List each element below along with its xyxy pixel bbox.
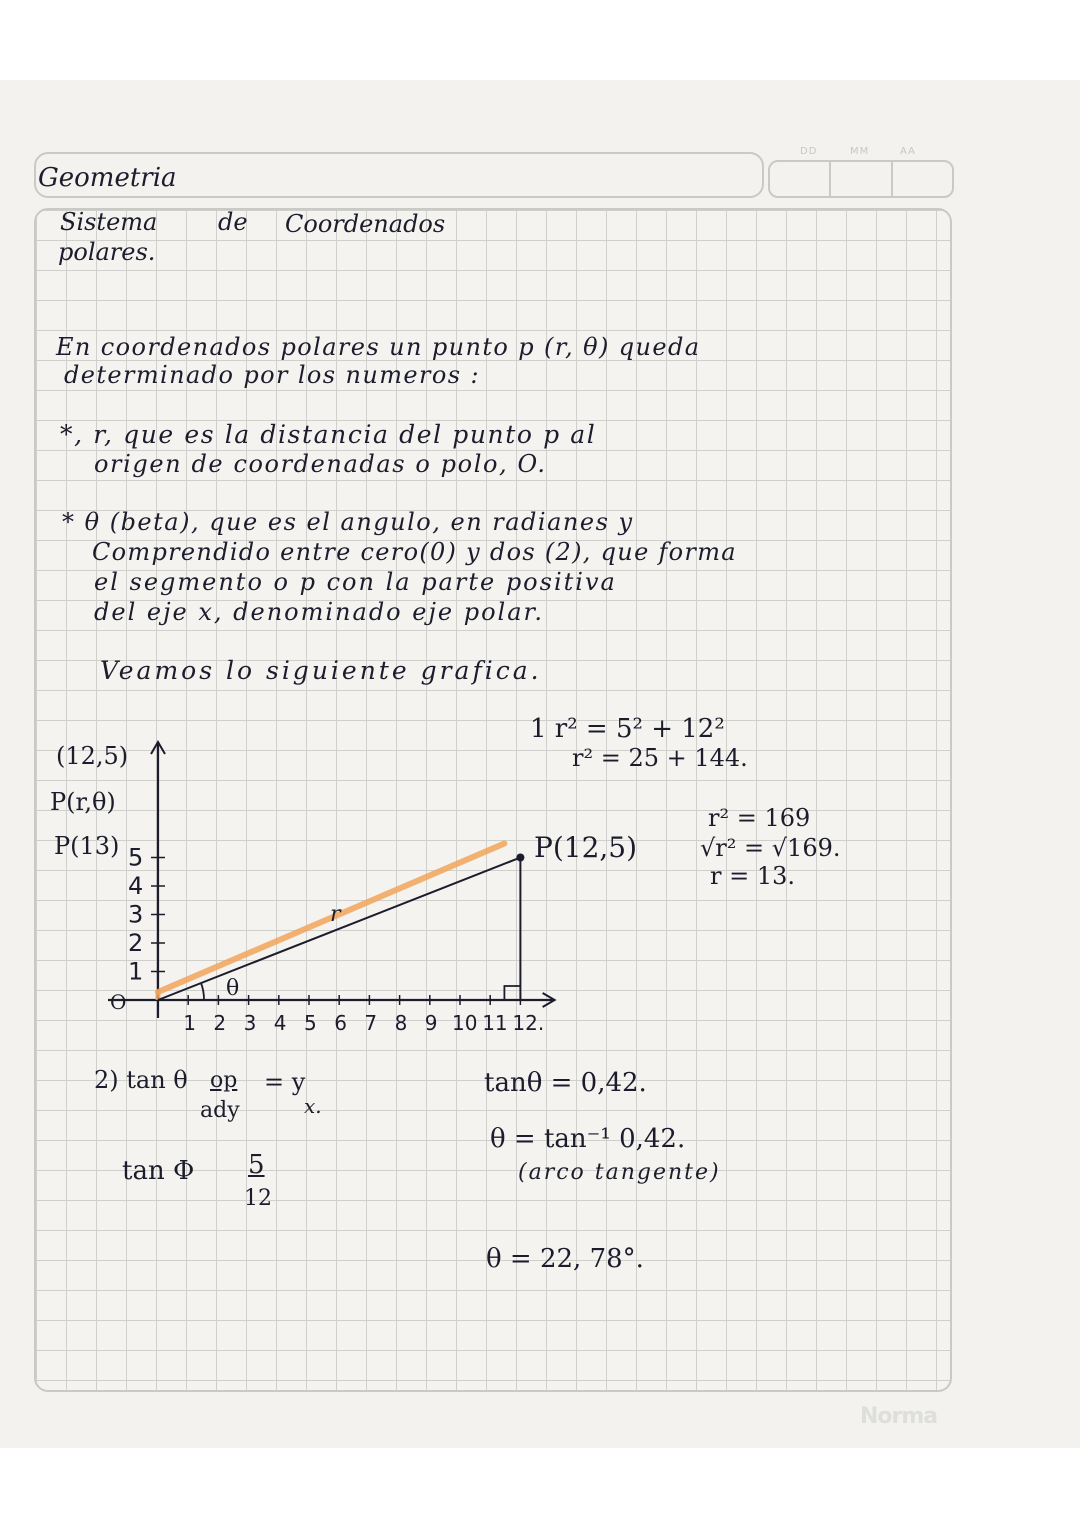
intro-line-2: determinado por los numeros : — [64, 361, 480, 389]
y-tick-label-5: 5 — [128, 843, 144, 872]
x-tick-label-10: 10 — [452, 1011, 478, 1035]
theta-angle-label: θ — [226, 976, 240, 1001]
calc1-step4: √r² = √169. — [700, 834, 841, 862]
x-tick-label-5: 5 — [304, 1011, 317, 1035]
y-tick-label-3: 3 — [128, 900, 144, 929]
tan-op: op — [210, 1068, 238, 1093]
title-line-polares: polares. — [58, 238, 156, 266]
calc1-step3: r² = 169 — [708, 804, 811, 832]
x-tick-label-6: 6 — [334, 1011, 347, 1035]
p-13-label: P(13) — [54, 832, 120, 860]
bullet-r-line-2: origen de coordenadas o polo, O. — [94, 450, 547, 478]
x-tick-label-1: 1 — [183, 1011, 196, 1035]
bullet-theta-line-1: * θ (beta), que es el angulo, en radianes y — [62, 508, 634, 536]
intro-line-1: En coordenados polares un punto p (r, θ) queda — [56, 333, 701, 361]
r-segment-label: r — [330, 902, 341, 927]
calc1-step2: r² = 25 + 144. — [572, 744, 748, 772]
p-r-theta-label: P(r,θ) — [50, 788, 116, 816]
x-tick-label-7: 7 — [364, 1011, 378, 1035]
bullet-theta-line-4: del eje x, denominado eje polar. — [94, 598, 544, 626]
y-tick-label-1: 1 — [128, 957, 144, 986]
tan-equals-y: = y — [264, 1068, 306, 1096]
date-label-dd: DD — [800, 146, 818, 157]
title-word-sistema: Sistema — [60, 208, 158, 236]
segment-op — [158, 858, 520, 1001]
arco-tangente-note: (arco tangente) — [518, 1160, 721, 1185]
tan-phi-numerator: 5 — [248, 1150, 265, 1180]
origin-label: O — [110, 990, 127, 1014]
bullet-theta-line-2: Comprendido entre cero(0) y dos (2), que forma — [92, 538, 737, 566]
lead-in-text: Veamos lo siguiente grafica. — [100, 656, 542, 685]
calc1-step5: r = 13. — [710, 862, 796, 890]
y-tick-label-4: 4 — [128, 872, 144, 900]
title-word-coordenados: Coordenados — [285, 210, 446, 238]
tan-value: tanθ = 0,42. — [484, 1068, 647, 1098]
theta-result: θ = 22, 78°. — [486, 1244, 644, 1274]
bullet-r-line-1: *, r, que es la distancia del punto p al — [60, 420, 597, 449]
point-p — [516, 854, 524, 862]
tan-phi: tan Φ — [122, 1156, 195, 1186]
calc1-step1: 1 r² = 5² + 12² — [530, 714, 725, 744]
x-tick-label-9: 9 — [424, 1011, 438, 1035]
tan-formula: 2) tan θ — [94, 1066, 188, 1094]
date-label-aa: AA — [900, 146, 916, 157]
title-word-de: de — [218, 208, 248, 236]
bullet-theta-line-3: el segmento o p con la parte positiva — [94, 568, 617, 596]
right-angle-marker — [504, 986, 520, 1000]
x-tick-label-3: 3 — [243, 1011, 257, 1035]
x-tick-label-2: 2 — [213, 1011, 227, 1035]
x-tick-label-11: 11 — [482, 1011, 508, 1035]
tan-phi-denominator: 12 — [244, 1186, 272, 1211]
tan-ady: ady — [200, 1098, 240, 1123]
theta-equation: θ = tan⁻¹ 0,42. — [490, 1124, 686, 1154]
point-coords-label: (12,5) — [56, 742, 129, 770]
y-tick-label-2: 2 — [128, 929, 144, 957]
x-tick-label-8: 8 — [394, 1011, 408, 1035]
x-tick-label-4: 4 — [273, 1011, 287, 1035]
norma-brand-logo: Norma — [860, 1404, 938, 1429]
x-tick-label-12: 12. — [512, 1011, 545, 1035]
point-p-label: P(12,5) — [534, 831, 638, 864]
date-label-mm: MM — [850, 146, 870, 157]
subject-title: Geometria — [38, 163, 177, 193]
tan-over-x: x. — [304, 1094, 322, 1118]
angle-arc — [201, 983, 204, 1000]
